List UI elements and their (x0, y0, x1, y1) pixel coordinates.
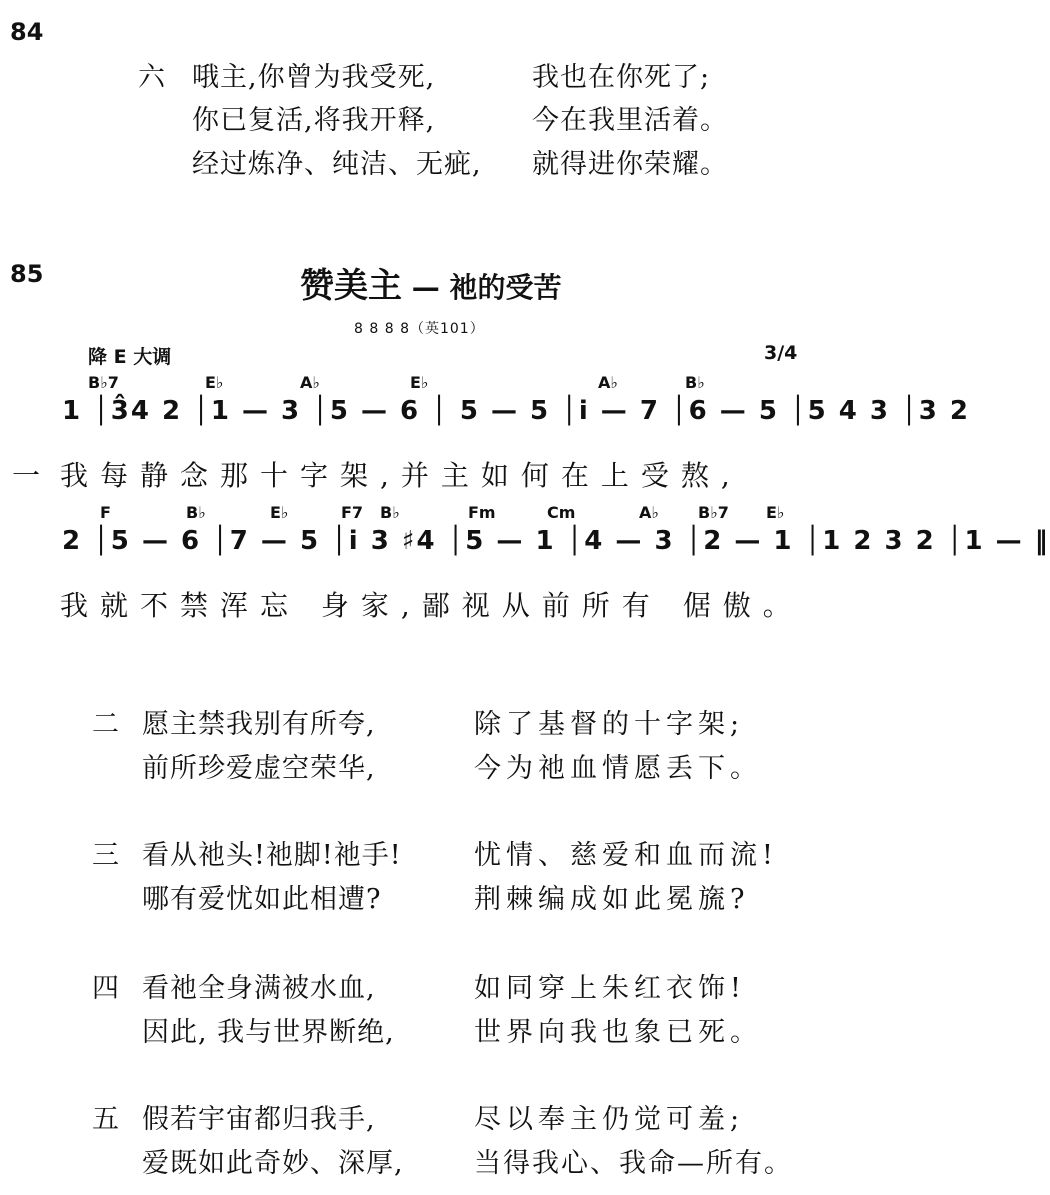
hymn-title-rest: — 祂的受苦 (402, 271, 562, 304)
verse-line: 哪有爱忧如此相遭? (142, 884, 382, 915)
verse-number: 五 (92, 1104, 119, 1135)
prev-line-1a: 哦主,你曾为我受死, (192, 62, 436, 93)
chord: F (100, 503, 111, 522)
verse-line: 世界向我也象已死。 (474, 1017, 762, 1048)
chord: E♭ (270, 503, 289, 522)
verse-line: 尽以奉主仍觉可羞; (474, 1104, 745, 1135)
verse-line: 忧情、慈爱和血而流! (474, 840, 778, 871)
chord: A♭ (598, 373, 618, 392)
chord: B♭ (380, 503, 400, 522)
chord: E♭ (410, 373, 429, 392)
chord: E♭ (205, 373, 224, 392)
verse-line: 如同穿上朱红衣饰! (474, 973, 746, 1004)
chord: B♭7 (698, 503, 729, 522)
prev-line-1b: 我也在你死了; (532, 62, 711, 93)
hymn-title-main: 赞美主 (300, 266, 402, 306)
prev-line-3a: 经过炼净、纯洁、无疵, (192, 149, 482, 180)
hymn-meter: 8 8 8 8（英101） (354, 321, 485, 337)
verse-line: 愿主禁我别有所夸, (142, 709, 376, 740)
verse-line: 看祂全身满被水血, (142, 973, 376, 1004)
verse-1-lyrics-row-1: 我每静念那十字架,并主如何在上受熬, (60, 459, 742, 492)
verse-line: 荆棘编成如此冕旒? (474, 884, 750, 915)
time-signature: 3/4 (764, 342, 798, 364)
prev-line-3b: 就得进你荣耀。 (532, 149, 728, 180)
verse-number: 四 (92, 973, 119, 1004)
hymn-number: 85 (10, 260, 44, 288)
prev-line-2b: 今在我里活着。 (532, 105, 728, 136)
chord: Cm (547, 503, 576, 522)
notation-row-2: 2 │5 — 6 │7 — 5 │i 3 ♯4 │5 — 1 │4 — 3 │2 — 1 │1 2 3 2 │1 — ‖ (62, 526, 1050, 556)
verse-1-number: 一 (12, 459, 53, 492)
verse-line: 前所珍爱虚空荣华, (142, 753, 376, 784)
verse-1-lyrics-row-2: 我就不禁浑忘 身家,鄙视从前所有 倨傲。 (60, 589, 803, 622)
verse-line: 因此, 我与世界断绝, (142, 1017, 395, 1048)
chord: B♭ (186, 503, 206, 522)
verse-line: 除了基督的十字架; (474, 709, 745, 740)
prev-verse-number: 六 (138, 62, 166, 93)
chord: F7 (341, 503, 364, 522)
key-signature: 降 E 大调 (88, 346, 172, 368)
verse-line: 今为祂血情愿丢下。 (474, 753, 762, 784)
verse-line: 假若宇宙都归我手, (142, 1104, 376, 1135)
chord: A♭ (639, 503, 659, 522)
chord: E♭ (766, 503, 785, 522)
verse-number: 三 (92, 840, 119, 871)
hymn-title (300, 258, 562, 307)
chord: B♭7 (88, 373, 119, 392)
verse-line: 当得我心、我命—所有。 (474, 1148, 793, 1179)
prev-hymn-number: 84 (10, 18, 44, 46)
verse-number: 二 (92, 709, 119, 740)
verse-line: 爱既如此奇妙、深厚, (142, 1148, 404, 1179)
chord: A♭ (300, 373, 320, 392)
verse-line: 看从祂头!祂脚!祂手! (142, 840, 402, 871)
notation-row-1: 1 │3̂4 2 │1 — 3 │5 — 6 │ 5 — 5 │i — 7 │6 — 5 │5 4 3 │3 2 (62, 396, 970, 426)
prev-line-2a: 你已复活,将我开释, (192, 105, 436, 136)
chord: B♭ (685, 373, 705, 392)
chord: Fm (468, 503, 496, 522)
